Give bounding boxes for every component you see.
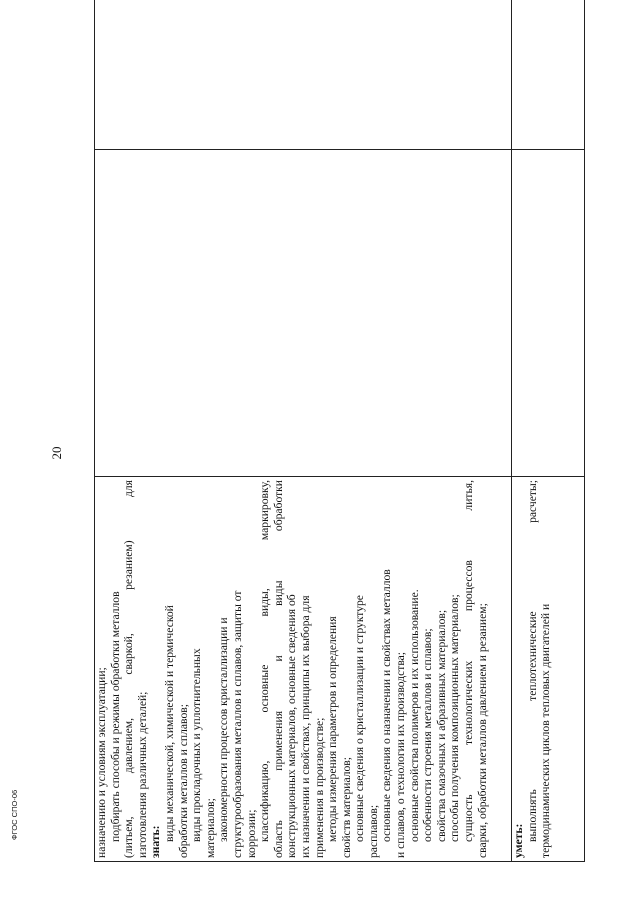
list-item: структурообразования металлов и сплавов, защиты от [230, 590, 244, 858]
list-item: сварки, обработки металлов давлением и резанием; [475, 603, 489, 858]
list-item: их назначении и свойствах, принципы их выбора для [298, 595, 312, 858]
list-item: область применения и виды обработки [271, 480, 285, 858]
list-item: особенности строения металлов и сплавов; [421, 628, 435, 842]
list-item: коррозии; [244, 809, 258, 858]
page-number: 20 [49, 446, 64, 460]
list-item: назначению и условиям эксплуатации; [95, 667, 108, 858]
row2-empty-cell [512, 150, 585, 477]
list-item: расплавов; [366, 804, 380, 858]
list-item: термодинамических циклов тепловых двигателей и [539, 603, 553, 858]
row1-empty-cell [95, 0, 512, 150]
list-item: применения в производстве; [312, 717, 326, 858]
list-item: (литьем, давлением, сваркой, резанием) для [122, 480, 136, 858]
footer-code: ФГОС СПО-06 [10, 789, 19, 840]
row2-empty-cell [512, 0, 585, 150]
row2-content-cell [512, 477, 585, 862]
rotated-page-content [94, 36, 584, 862]
section-label-can: уметь: [512, 823, 525, 858]
list-item: способы получения композиционных материалов; [448, 594, 462, 842]
list-item: основные сведения о кристаллизации и структуре [353, 595, 367, 842]
list-item: классификацию, основные виды, маркировку, [258, 480, 272, 842]
list-item: сущность технологических процессов литья, [462, 480, 476, 842]
list-item: конструкционных материалов, основные сведения об [285, 594, 299, 858]
list-item: виды механической, химической и термической [162, 605, 176, 842]
list-item: свойства смазочных и абразивных материалов; [434, 609, 448, 842]
list-item: свойств материалов; [339, 757, 353, 858]
list-item: подбирать способы и режимы обработки металлов [108, 591, 122, 842]
row1-empty-cell [95, 150, 512, 477]
list-item: выполнять теплотехнические расчеты; [525, 480, 539, 842]
section-label-know: знать: [149, 825, 163, 858]
curriculum-table [94, 0, 585, 862]
list-item: закономерности процессов кристаллизации и [217, 617, 231, 842]
table-row [95, 0, 512, 862]
list-item: обработки металлов и сплавов; [176, 704, 190, 858]
table-row [512, 0, 585, 862]
list-item: виды прокладочных и уплотнительных [190, 648, 204, 842]
list-item: и сплавов, о технологии их производства; [394, 651, 408, 858]
list-item: изготовления различных деталей; [135, 691, 149, 858]
list-item: материалов; [203, 798, 217, 858]
list-item: основные свойства полимеров и их использование. [407, 589, 421, 842]
list-item: методы измерения параметров и определения [326, 616, 340, 842]
row1-content-cell [95, 477, 512, 862]
list-item: основные сведения о назначении и свойствах металлов [380, 569, 394, 842]
